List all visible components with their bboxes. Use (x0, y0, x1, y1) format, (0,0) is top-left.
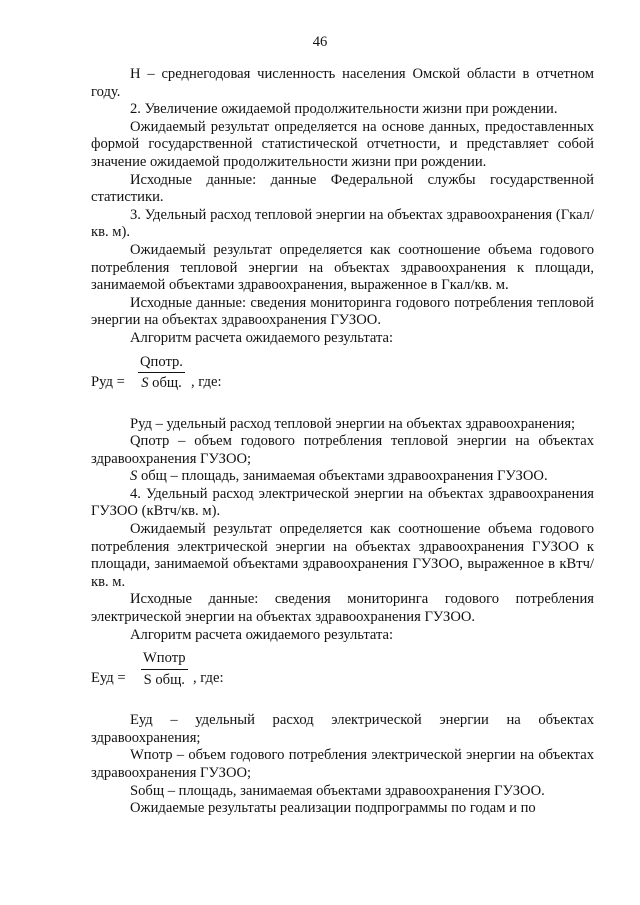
definition-wpotr: Wпотр – объем годового потребления электрической энергии на объектах здравоохранения ГУЗОО; (91, 747, 594, 781)
paragraph-population: Н – среднегодовая численность населения Омской области в отчетном году. (91, 66, 594, 100)
formula-heat-numerator: Qпотр. (140, 353, 183, 370)
fraction-bar (141, 669, 188, 670)
formula-electric-denominator: S общ. (143, 671, 185, 688)
formula-heat-fraction (138, 354, 185, 393)
paragraph-item-2-method: Ожидаемый результат определяется на основе данных, предоставленных формой государственной статистической отчетности, и представляет собой значение ожидаемой продолжительности жизни при рождении. (91, 118, 594, 170)
formula-heat (91, 354, 594, 410)
formula-electric-numerator: Wпотр (143, 650, 186, 667)
page-number: 46 (312, 34, 328, 50)
formula-heat-tail: , где: (191, 373, 222, 390)
paragraph-item-4-source: Исходные данные: сведения мониторинга годового потребления электрической энергии на объектах здравоохранения ГУЗОО. (91, 591, 594, 626)
formula-electric-lhs: Еуд = (91, 670, 126, 687)
definition-sobsch-2: Sобщ – площадь, занимаемая объектами здравоохранения ГУЗОО. (130, 782, 545, 799)
paragraph-item-2-source: Исходные данные: данные Федеральной службы государственной статистики. (91, 171, 594, 206)
paragraph-item-3: 3. Удельный расход тепловой энергии на объектах здравоохранения (Гкал/кв. м). (91, 206, 594, 241)
document-body (91, 66, 594, 818)
fraction-bar (138, 372, 185, 373)
paragraph-item-4: 4. Удельный расход электрической энергии на объектах здравоохранения ГУЗОО (кВтч/кв. м). (91, 485, 594, 520)
paragraph-item-3-method: Ожидаемый результат определяется как соотношение объема годового потребления тепловой энергии на объектах здравоохранения к площади, занимаемой объектами здравоохранения, выраженное в Гкал/кв. м. (91, 241, 594, 294)
paragraph-results: Ожидаемые результаты реализации подпрограммы по годам и по (130, 800, 536, 817)
definition-eud: Еуд – удельный расход электрической энергии на объектах здравоохранения; (91, 712, 594, 746)
paragraph-item-4-method: Ожидаемый результат определяется как соотношение объема годового потребления электрической энергии на объектах здравоохранения ГУЗОО к площади, занимаемой объектами здравоохранения ГУЗОО, выраженное в кВтч/кв. м. (91, 521, 594, 590)
paragraph-item-2: 2. Увеличение ожидаемой продолжительности жизни при рождении. (130, 101, 558, 118)
formula-electric-tail: , где: (193, 670, 224, 687)
paragraph-algorithm-2: Алгоритм расчета ожидаемого результата: (130, 626, 394, 643)
formula-electric-fraction (141, 650, 188, 689)
paragraph-item-3-source: Исходные данные: сведения мониторинга годового потребления тепловой энергии на объектах здравоохранения ГУЗОО. (91, 294, 594, 329)
formula-heat-lhs: Руд = (91, 373, 125, 390)
definition-qpotr: Qпотр – объем годового потребления тепловой энергии на объектах здравоохранения ГУЗОО; (91, 433, 594, 467)
paragraph-algorithm-1: Алгоритм расчета ожидаемого результата: (130, 329, 394, 346)
definition-sobsch: S общ – площадь, занимаемая объектами здравоохранения ГУЗОО. (130, 468, 548, 485)
formula-electric (91, 650, 594, 706)
formula-heat-denominator: S общ. (141, 375, 182, 392)
definition-rud: Руд – удельный расход тепловой энергии на объектах здравоохранения; (130, 415, 576, 432)
